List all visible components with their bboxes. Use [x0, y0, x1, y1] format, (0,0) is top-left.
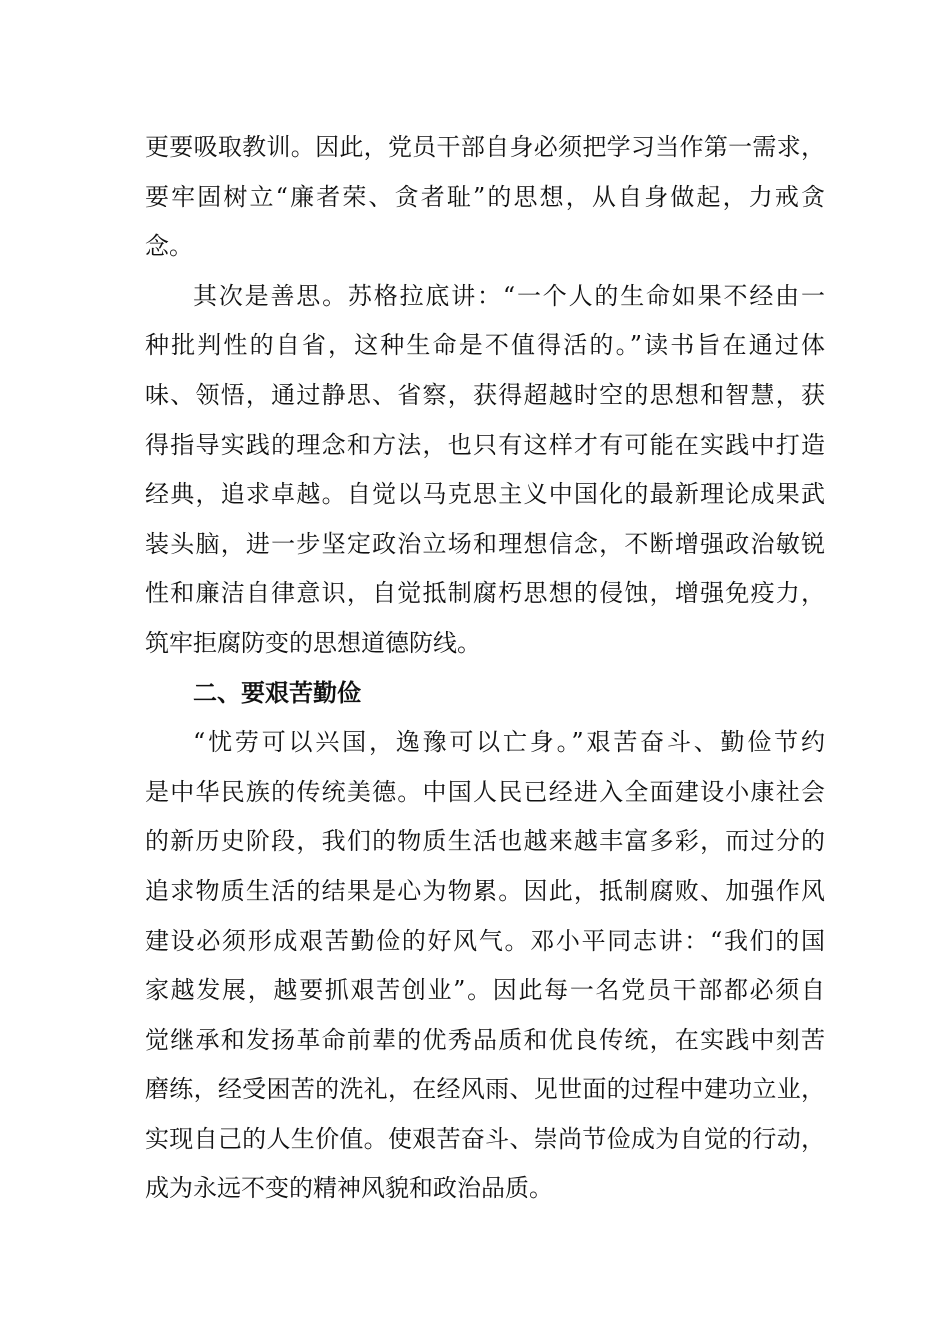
line-text: 家越发展，越要抓艰苦创业”。因此每一名党员干部都必须自 — [145, 976, 825, 1005]
line-text: 二、要艰苦勤俭 — [193, 678, 361, 707]
text-line — [145, 421, 825, 471]
line-text: 是中华民族的传统美德。中国人民已经进入全面建设小康社会 — [145, 777, 825, 806]
text-line — [145, 1115, 825, 1165]
paragraph — [145, 718, 825, 1214]
text-line — [145, 321, 825, 371]
text-line — [145, 917, 825, 967]
heading-text — [145, 669, 825, 719]
line-text: 装头脑，进一步坚定政治立场和理想信念，不断增强政治敏锐 — [145, 529, 825, 558]
text-line — [145, 123, 825, 173]
text-line — [145, 371, 825, 421]
line-text: 要牢固树立“廉者荣、贪者耻”的思想，从自身做起，力戒贪 — [145, 182, 825, 211]
text-line — [145, 1016, 825, 1066]
line-text: 筑牢拒腐防变的思想道德防线。 — [145, 628, 481, 657]
text-line — [145, 867, 825, 917]
line-text: 觉继承和发扬革命前辈的优秀品质和优良传统，在实践中刻苦 — [145, 1025, 825, 1054]
line-text: 味、领悟，通过静思、省察，获得超越时空的思想和智慧，获 — [145, 380, 825, 409]
text-line — [145, 619, 825, 669]
line-text: 经典，追求卓越。自觉以马克思主义中国化的最新理论成果武 — [145, 480, 825, 509]
paragraph — [145, 123, 825, 272]
line-text: 其次是善思。苏格拉底讲：“一个人的生命如果不经由一 — [193, 281, 825, 310]
line-text: 追求物质生活的结果是心为物累。因此，抵制腐败、加强作风 — [145, 876, 825, 905]
text-line — [145, 272, 825, 322]
line-text: 性和廉洁自律意识，自觉抵制腐朽思想的侵蚀，增强免疫力， — [145, 579, 825, 608]
line-text: 念。 — [145, 232, 193, 261]
line-text: 磨练，经受困苦的洗礼，在经风雨、见世面的过程中建功立业， — [145, 1075, 825, 1104]
line-text: 实现自己的人生价值。使艰苦奋斗、崇尚节俭成为自觉的行动， — [145, 1124, 825, 1153]
text-line — [145, 222, 825, 272]
text-line — [145, 520, 825, 570]
section-heading — [145, 669, 825, 719]
line-text: 的新历史阶段，我们的物质生活也越来越丰富多彩，而过分的 — [145, 827, 825, 856]
text-line — [145, 173, 825, 223]
line-text: 更要吸取教训。因此，党员干部自身必须把学习当作第一需求， — [145, 133, 825, 161]
text-line — [145, 718, 825, 768]
text-line — [145, 817, 825, 867]
text-line — [145, 470, 825, 520]
document-body — [145, 123, 825, 1214]
line-text: 成为永远不变的精神风貌和政治品质。 — [145, 1174, 553, 1203]
line-text: “忧劳可以兴国，逸豫可以亡身。”艰苦奋斗、勤俭节约 — [193, 728, 825, 757]
text-line — [145, 1164, 825, 1214]
line-text: 建设必须形成艰苦勤俭的好风气。邓小平同志讲：“我们的国 — [145, 926, 825, 955]
paragraph — [145, 272, 825, 669]
text-line — [145, 569, 825, 619]
text-line — [145, 768, 825, 818]
line-text: 得指导实践的理念和方法，也只有这样才有可能在实践中打造 — [145, 430, 825, 459]
text-line — [145, 1065, 825, 1115]
text-line — [145, 966, 825, 1016]
line-text: 种批判性的自省，这种生命是不值得活的。”读书旨在通过体 — [145, 331, 825, 360]
